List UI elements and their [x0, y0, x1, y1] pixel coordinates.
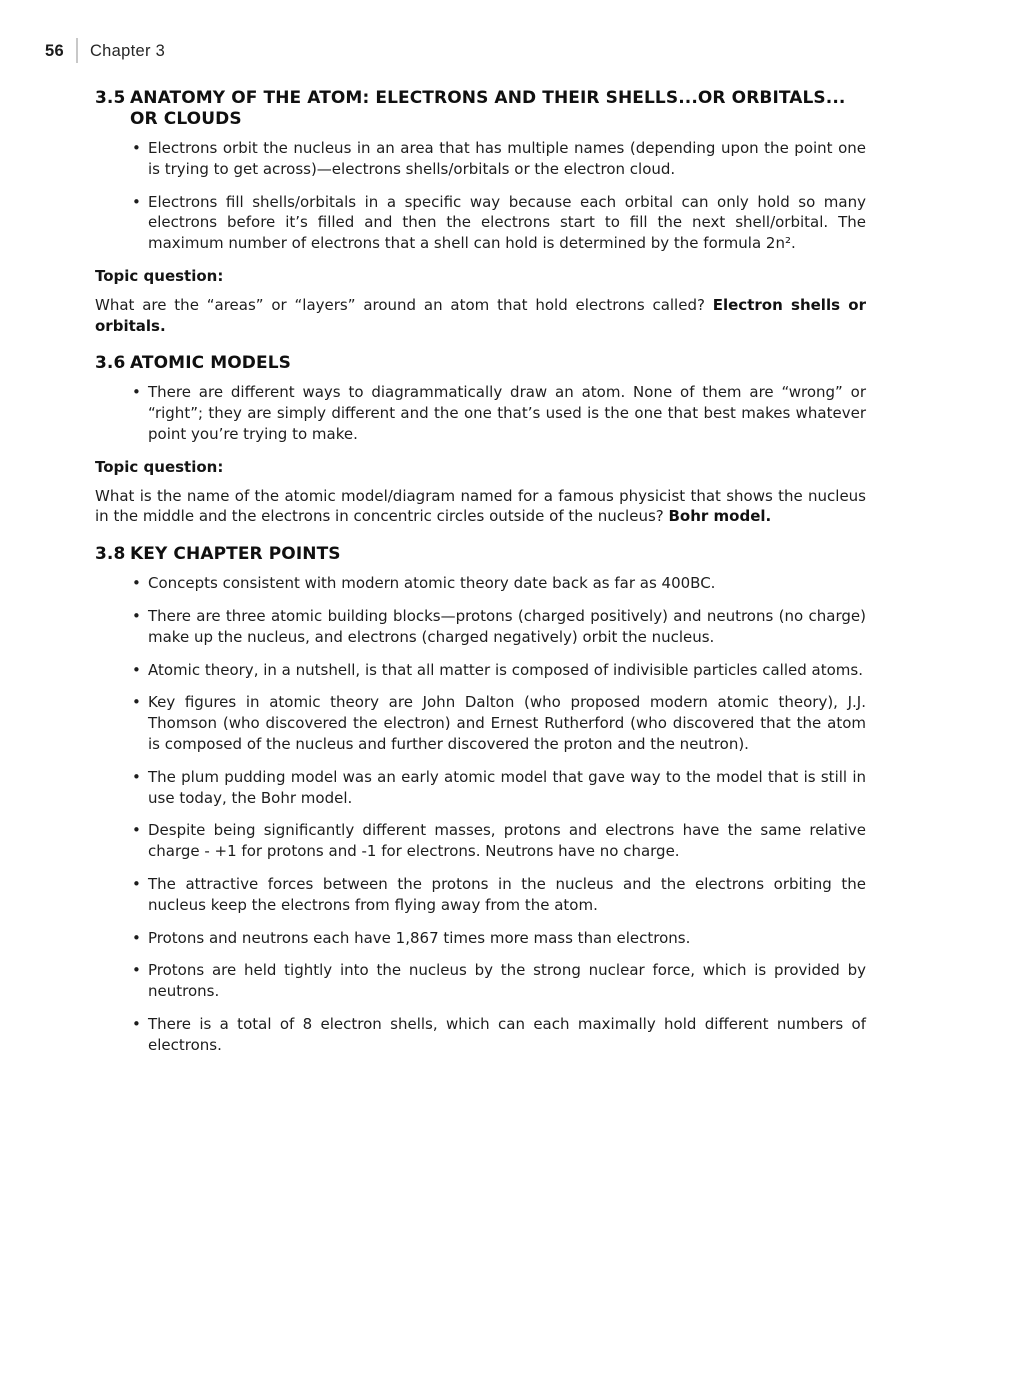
- question-text: What is the name of the atomic model/diagram named for a famous physicist that shows the nucleus in the middle and the electrons in concentric circles outside of the nucleus?: [95, 486, 866, 526]
- bullet-list-3-8: [95, 573, 866, 1055]
- bullet-list-3-6: [95, 382, 866, 444]
- page-header: [45, 38, 165, 63]
- bullet-item: • Despite being significantly different masses, protons and electrons have the same relative charge - +1 for protons and -1 for electrons. Neutrons have no charge.: [148, 820, 866, 862]
- header-divider: [76, 38, 78, 63]
- section-title: KEY CHAPTER POINTS: [130, 544, 341, 565]
- section-title: ANATOMY OF THE ATOM: ELECTRONS AND THEIR SHELLS...OR ORBITALS... OR CLOUDS: [130, 88, 846, 129]
- chapter-label: Chapter 3: [89, 41, 166, 60]
- bullet-item: • There are three atomic building blocks—protons (charged positively) and neutrons (no charge) make up the nucleus, and electrons (charged negatively) orbit the nucleus.: [148, 606, 866, 648]
- topic-question-label: Topic question:: [95, 457, 224, 476]
- page-content: [95, 84, 866, 1068]
- bullet-item: • Protons and neutrons each have 1,867 times more mass than electrons.: [148, 928, 866, 949]
- section-number: 3.6: [95, 353, 126, 374]
- bullet-item: • Concepts consistent with modern atomic theory date back as far as 400BC.: [148, 573, 866, 594]
- topic-question-label: Topic question:: [95, 266, 224, 285]
- bullet-list-3-5: [95, 138, 866, 254]
- section-title: ATOMIC MODELS: [130, 353, 291, 374]
- bullet-item: • Protons are held tightly into the nucleus by the strong nuclear force, which is provided by neutrons.: [148, 960, 866, 1002]
- section-heading-3-6: [95, 353, 866, 374]
- answer-text: Bohr model.: [668, 507, 772, 526]
- topic-question: [95, 295, 866, 337]
- section-number: 3.5: [95, 88, 126, 108]
- bullet-item: • Electrons orbit the nucleus in an area that has multiple names (depending upon the point one is trying to get across)—electrons shells/orbitals or the electron cloud.: [148, 138, 866, 180]
- bullet-item: • Atomic theory, in a nutshell, is that all matter is composed of indivisible particles called atoms.: [148, 660, 866, 681]
- bullet-item: • There are different ways to diagrammatically draw an atom. None of them are “wrong” or “right”; they are simply different and the one that’s used is the one that best makes whatever point you’re trying to make.: [148, 382, 866, 444]
- bullet-item: • The plum pudding model was an early atomic model that gave way to the model that is still in use today, the Bohr model.: [148, 767, 866, 809]
- topic-question: [95, 486, 866, 528]
- bullet-item: • The attractive forces between the protons in the nucleus and the electrons orbiting the nucleus keep the electrons from flying away from the atom.: [148, 874, 866, 916]
- bullet-item: • Electrons fill shells/orbitals in a specific way because each orbital can only hold so many electrons before it’s filled and then the electrons start to fill the next shell/orbital. The maximum number of electrons that a shell can hold is determined by the formula 2n².: [148, 192, 866, 254]
- bullet-item: • Key figures in atomic theory are John Dalton (who proposed modern atomic theory), J.J. Thomson (who discovered the electron) and Ernest Rutherford (who discovered that the atom is composed of the nucleus and further discovered the proton and the neutron).: [148, 692, 866, 754]
- answer-text: Electron shells or orbitals.: [95, 295, 866, 335]
- section-heading-3-8: [95, 544, 866, 565]
- question-text: What are the “areas” or “layers” around an atom that hold electrons called?: [95, 295, 713, 314]
- section-heading-3-5: [95, 88, 866, 130]
- bullet-item: • There is a total of 8 electron shells, which can each maximally hold different numbers of electrons.: [148, 1014, 866, 1056]
- section-number: 3.8: [95, 544, 126, 565]
- page-number: 56: [45, 41, 64, 60]
